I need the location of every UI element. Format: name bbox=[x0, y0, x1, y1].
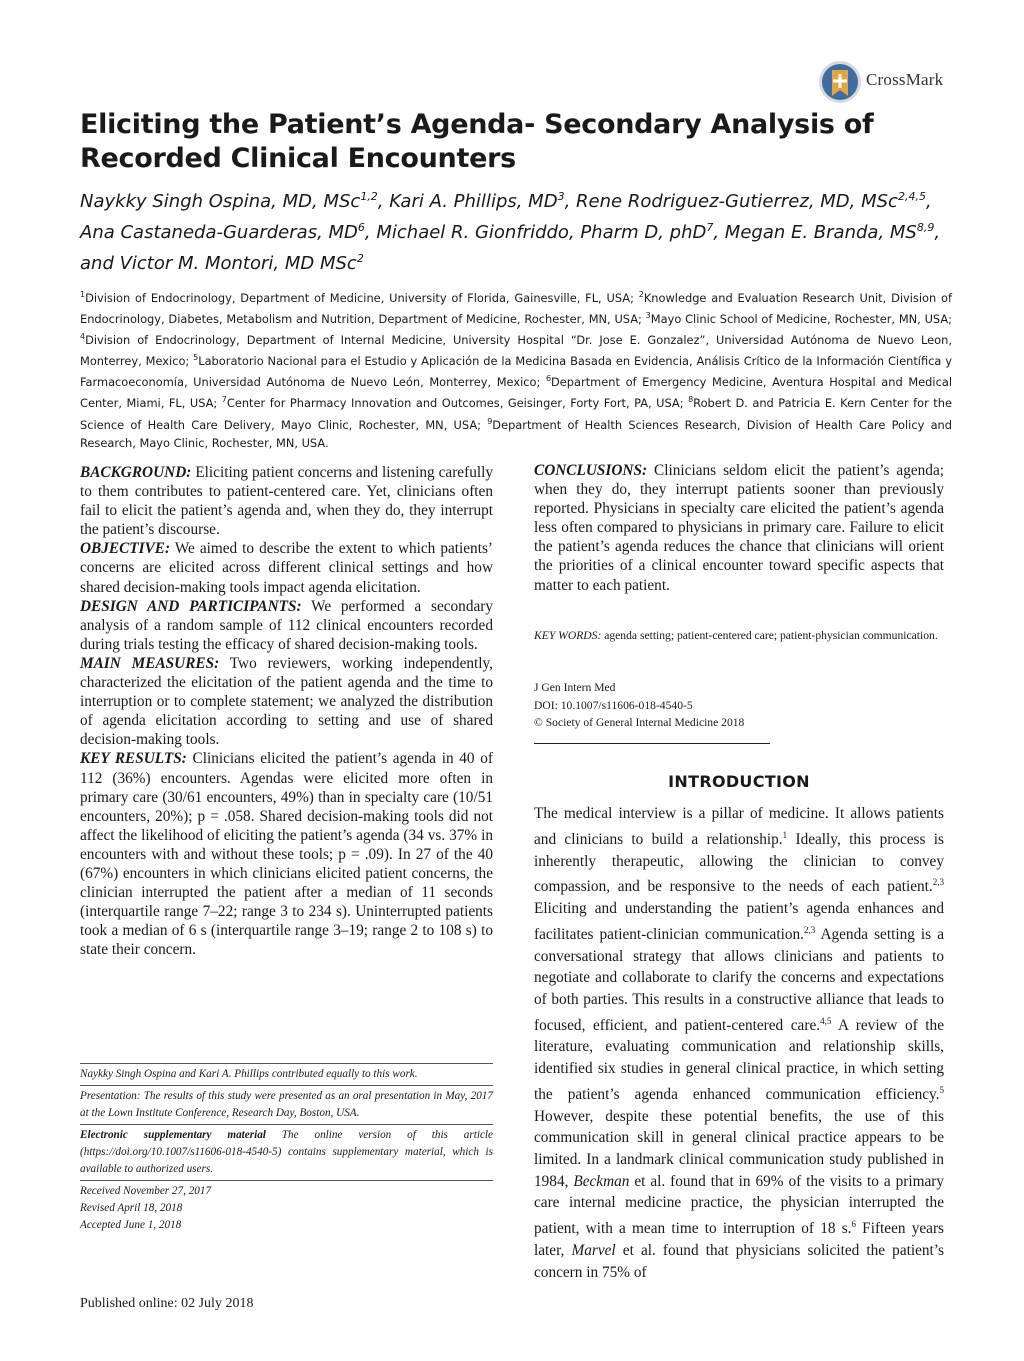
author-affiliation-ref: 2 bbox=[356, 252, 364, 265]
author-name: Rene Rodriguez-Gutierrez, MD, MSc bbox=[576, 191, 898, 212]
author-affiliation-ref: 8,9 bbox=[916, 221, 935, 234]
results-label: KEY RESULTS: bbox=[80, 750, 187, 768]
citation-ref[interactable]: 2,3 bbox=[803, 924, 816, 935]
affiliation-text: Knowledge and Evaluation Research Unit, Division of Endocrinology, Diabetes, Metabolism and Nutrition, Department of Medicine, Rochester, MN, USA; bbox=[80, 290, 952, 326]
intro-text-run: Ideally, this process is inherently therapeutic, allowing the clinician to convey compassion, and be responsive to the needs of each patient. bbox=[534, 830, 944, 896]
note-divider bbox=[80, 1124, 493, 1125]
presentation-note: Presentation: The results of this study were presented as an oral presentation in May, 2017 at the Lown Institute Conference, Research Day, Boston, USA. bbox=[80, 1090, 493, 1119]
affiliation-text: Department of Health Sciences Research, Division of Health Care Policy and Research, Mayo Clinic, Rochester, MN, USA. bbox=[80, 417, 953, 450]
note-divider bbox=[80, 1180, 493, 1181]
background-label: BACKGROUND: bbox=[80, 464, 192, 481]
objective-label: OBJECTIVE: bbox=[80, 540, 171, 558]
affiliation-text: Division of Endocrinology, Department of Medicine, University of Florida, Gainesville, FL, USA; bbox=[85, 290, 639, 305]
affiliation-number: 5 bbox=[193, 353, 199, 363]
author-name: Megan E. Branda, MS bbox=[724, 222, 917, 243]
keywords-label: KEY WORDS: bbox=[534, 629, 602, 642]
affiliation-number: 9 bbox=[487, 416, 493, 426]
intro-text-run: et al. found that physicians solicited the patient’s concern in 75% of bbox=[534, 1241, 944, 1281]
intro-text-run: Eliciting and understanding the patient’s agenda enhances and facilitates patient-clinician communication. bbox=[534, 900, 944, 943]
affiliation-number: 2 bbox=[638, 290, 644, 299]
published-online: Published online: 02 July 2018 bbox=[80, 1296, 254, 1311]
author-affiliation-ref: 7 bbox=[706, 221, 714, 234]
citation-ref[interactable]: 5 bbox=[939, 1084, 944, 1095]
equal-contribution-note: Naykky Singh Ospina and Kari A. Phillips contributed equally to this work. bbox=[80, 1068, 418, 1080]
measures-label: MAIN MEASURES: bbox=[80, 654, 220, 672]
keywords bbox=[534, 627, 944, 645]
author-affiliation-ref: 3 bbox=[557, 190, 565, 203]
abstract-results bbox=[80, 749, 493, 959]
citation-ref[interactable]: 1 bbox=[782, 829, 788, 840]
affiliation-number: 3 bbox=[645, 311, 651, 321]
abstract-conclusions bbox=[534, 461, 944, 595]
revised-date: Revised April 18, 2018 bbox=[80, 1202, 183, 1214]
objective-text: We aimed to describe the extent to which patients’ concerns are elicited across different clinical settings and how shared decision-making tools impact agenda elicitation. bbox=[80, 540, 493, 596]
citation-ref[interactable]: 6 bbox=[851, 1219, 856, 1230]
design-text: We performed a secondary analysis of a random sample of 112 clinical encounters recorded during trials testing the efficacy of shared decision-making tools. bbox=[80, 597, 493, 653]
affiliation-text: Center for Pharmacy Innovation and Outcomes, Geisinger, Forty Fort, PA, USA; bbox=[226, 396, 689, 411]
results-text: Clinicians elicited the patient’s agenda in 40 of 112 (36%) encounters. Agendas were elicited more often in primary care (30/61 encounters, 49%) than in specialty care (10/51 encounters, 20%); p = .058. Shared decision-making tools did not affect the likelihood of eliciting the patient’s agenda (34 vs. 37% in encounters with and without these tools; p = .09). In 27 of the 40 (67%) encounters in which clinicians elicited patient concerns, the clinician interrupted the patient after a median of 11 seconds (interquartile range 7–22; range 3 to 234 s). Uninterrupted patients took a median of 6 s (interquartile range 3–19; range 2 to 108 s) to state their concern. bbox=[80, 750, 493, 959]
abstract-background bbox=[80, 463, 493, 539]
intro-text-run: Agenda setting is a conversational strategy that allows clinicians and patients to negotiate and collaborate to clarify the concerns and expectations of both parties. This results in a constructive alliance that leads to focused, efficient, and patient-centered care. bbox=[534, 925, 944, 1034]
crossmark-icon bbox=[818, 60, 862, 104]
cited-author: Beckman bbox=[573, 1172, 630, 1190]
intro-text-run: A review of the literature, evaluating communication and relationship skills, identified six studies in general clinical practice, in which setting the patient’s agenda enhanced communication efficiency. bbox=[534, 1016, 944, 1103]
background-text: Eliciting patient concerns and listening carefully to them contributes to patient-centered care. Yet, clinicians often fail to elicit the patient’s agenda and, when they do, they interrupt the patient’s discourse. bbox=[80, 464, 493, 539]
note-divider bbox=[80, 1085, 493, 1086]
affiliations bbox=[80, 286, 952, 452]
affiliation-number: 6 bbox=[545, 374, 552, 384]
affiliation-number: 8 bbox=[688, 395, 694, 405]
citation-ref[interactable]: 4,5 bbox=[820, 1015, 832, 1026]
esm-text[interactable]: The online version of this article (https://doi.org/10.1007/s11606-018-4540-5) contains supplementary material, which is available to authorized users. bbox=[80, 1129, 494, 1175]
affiliation-text: Department of Emergency Medicine, Aventura Hospital and Medical Center, Miami, FL, USA; bbox=[80, 375, 952, 411]
affiliation-text: Mayo Clinic School of Medicine, Rochester, MN, USA; bbox=[650, 311, 953, 326]
author-name: Naykky Singh Ospina, MD, MSc bbox=[80, 191, 361, 212]
abstract-left-column bbox=[80, 463, 493, 959]
conclusions-text: Clinicians seldom elicit the patient’s agenda; when they do, they interrupt patients sooner than previously reported. Physicians in specialty care elicited the patient’s agenda less often compared to physicians in primary care. Failure to elicit the patient’s agenda reduces the chance that clinicians will orient the priorities of a clinical encounter toward specific aspects that matter to each patient. bbox=[534, 462, 944, 594]
divider bbox=[534, 743, 770, 744]
crossmark-label: CrossMark bbox=[866, 70, 944, 89]
author-affiliation-ref: 1,2 bbox=[360, 190, 378, 203]
author-name: Victor M. Montori, MD MSc bbox=[119, 253, 357, 274]
citation-ref[interactable]: 2,3 bbox=[932, 877, 944, 888]
article-title: Eliciting the Patient’s Agenda- Secondary Analysis of Recorded Clinical Encounters bbox=[80, 109, 874, 174]
author-name: Ana Castaneda-Guarderas, MD bbox=[80, 222, 358, 243]
abstract-measures bbox=[80, 654, 493, 749]
accepted-date: Accepted June 1, 2018 bbox=[80, 1219, 182, 1231]
received-date: Received November 27, 2017 bbox=[80, 1185, 212, 1197]
abstract-design bbox=[80, 597, 493, 654]
intro-text-run: Fifteen years later, bbox=[534, 1220, 944, 1259]
affiliation-number: 1 bbox=[80, 290, 86, 299]
abstract-objective bbox=[80, 539, 493, 596]
affiliation-text: Robert D. and Patricia E. Kern Center for the Science of Health Care Delivery, Mayo Clinic, Rochester, MN, USA; bbox=[80, 396, 952, 432]
crossmark-logo[interactable] bbox=[818, 60, 958, 104]
esm-label: Electronic supplementary material bbox=[80, 1129, 266, 1141]
section-heading: INTRODUCTION bbox=[668, 772, 810, 791]
intro-text-run: However, despite these potential benefits, the use of this communication skill in general clinical practice appears to be limited. In a landmark clinical communication study published in 1984, bbox=[534, 1107, 944, 1190]
affiliation-text: Laboratorio Nacional para el Estudio y Aplicación de la Medicina Basada en Evidencia, Análisis Crítico de la Información Científica y Farmacoeconomía, Universidad Autónoma de Nuevo León, Monterrey, Mexico; bbox=[80, 354, 952, 390]
introduction-text bbox=[534, 803, 944, 1283]
conclusions-label: CONCLUSIONS: bbox=[534, 462, 648, 479]
intro-text-run: et al. found that in 69% of the visits to a primary care internal medicine practice, the physician interrupted the patient, with a mean time to interruption of 18 s. bbox=[534, 1172, 944, 1238]
affiliation-number: 4 bbox=[80, 332, 86, 342]
design-label: DESIGN AND PARTICIPANTS: bbox=[80, 597, 302, 615]
keywords-text: agenda setting; patient-centered care; patient-physician communication. bbox=[601, 629, 938, 642]
author-affiliation-ref: 2,4,5 bbox=[897, 190, 926, 203]
copyright: © Society of General Internal Medicine 2018 bbox=[534, 716, 745, 729]
author-affiliation-ref: 6 bbox=[357, 221, 365, 234]
article-notes bbox=[80, 1061, 493, 1234]
journal-name: J Gen Intern Med bbox=[534, 681, 616, 694]
intro-text-run: The medical interview is a pillar of medicine. It allows patients and clinicians to build a relationship. bbox=[534, 805, 944, 848]
abstract-right-column bbox=[534, 461, 944, 595]
author-name: Michael R. Gionfriddo, Pharm D, phD bbox=[376, 222, 707, 243]
measures-text: Two reviewers, working independently, characterized the elicitation of the patient agenda and the time to interruption or to complete statement; we analyzed the distribution of agenda elicitation according to setting and use of shared decision-making tools. bbox=[80, 654, 493, 749]
doi[interactable]: DOI: 10.1007/s11606-018-4540-5 bbox=[534, 698, 693, 712]
note-divider bbox=[80, 1063, 493, 1064]
author-name: Kari A. Phillips, MD bbox=[389, 191, 558, 212]
affiliation-number: 7 bbox=[221, 395, 227, 405]
cited-author: Marvel bbox=[571, 1241, 616, 1259]
journal-info bbox=[534, 679, 944, 732]
affiliation-text: Division of Endocrinology, Department of Internal Medicine, University Hospital “Dr. Jose E. Gonzalez”, Universidad Autónoma de Nuevo Leon, Monterrey, Mexico; bbox=[80, 332, 952, 369]
supplementary-note bbox=[80, 1127, 493, 1178]
author-list: Naykky Singh Ospina, MD, MSc$^{1,2}$, Kari A. Phillips, $MD^3$, Rene Rodriguez-Gutierrez, MD, MSc$^{2,4,5}$, Ana Castaneda-Guarderas, $MD^6$, Michael R. Gionfriddo, Pharm D, phD$^7$, Megan E. Branda, MS$^{8,9}$, and Victor M. Montori, MD MSc$^2$ bbox=[80, 190, 941, 274]
